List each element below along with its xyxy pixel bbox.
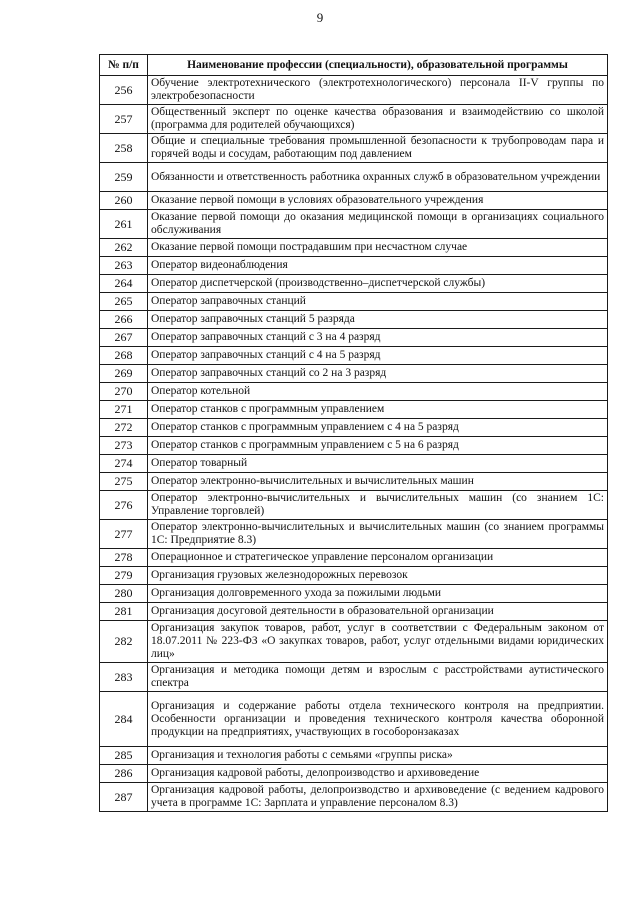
row-number-cell: 260 <box>100 192 148 210</box>
program-name-cell: Организация кадровой работы, делопроизводство и архивоведение <box>148 765 608 783</box>
table-header-row <box>100 55 608 76</box>
column-header-number: № п/п <box>100 55 148 76</box>
table-row <box>100 401 608 419</box>
row-number-cell: 277 <box>100 520 148 549</box>
row-number-cell: 270 <box>100 383 148 401</box>
table-row <box>100 567 608 585</box>
row-number-cell: 279 <box>100 567 148 585</box>
row-number-cell: 285 <box>100 747 148 765</box>
table-row <box>100 210 608 239</box>
table-row <box>100 419 608 437</box>
table-body <box>100 76 608 812</box>
program-name-cell: Организация грузовых железнодорожных перевозок <box>148 567 608 585</box>
program-name-cell: Оператор заправочных станций с 3 на 4 разряд <box>148 329 608 347</box>
table-row <box>100 163 608 192</box>
row-number-cell: 258 <box>100 134 148 163</box>
row-number-cell: 278 <box>100 549 148 567</box>
table-row <box>100 692 608 747</box>
program-name-cell: Оператор станков с программным управлением <box>148 401 608 419</box>
row-number-cell: 287 <box>100 783 148 812</box>
table-row <box>100 257 608 275</box>
program-name-cell: Операционное и стратегическое управление персоналом организации <box>148 549 608 567</box>
row-number-cell: 274 <box>100 455 148 473</box>
program-name-cell: Организация и содержание работы отдела технического контроля на предприятии. Особенности организации и проведения технического контроля качества оборонной продукции на предприятиях, участвующих в гособоронзаказах <box>148 692 608 747</box>
program-name-cell: Организация закупок товаров, работ, услуг в соответствии с Федеральным законом от 18.07.2011 № 223-ФЗ «О закупках товаров, работ, услуг отдельными видами юридических лиц» <box>148 621 608 663</box>
table-row <box>100 621 608 663</box>
row-number-cell: 256 <box>100 76 148 105</box>
table-row <box>100 437 608 455</box>
table-row <box>100 192 608 210</box>
program-name-cell: Оператор диспетчерской (производственно–диспетчерской службы) <box>148 275 608 293</box>
row-number-cell: 267 <box>100 329 148 347</box>
program-name-cell: Общественный эксперт по оценке качества образования и взаимодействию со школой (программа для родителей обучающихся) <box>148 105 608 134</box>
program-name-cell: Обязанности и ответственность работника охранных служб в образовательном учреждении <box>148 163 608 192</box>
table-row <box>100 603 608 621</box>
row-number-cell: 284 <box>100 692 148 747</box>
row-number-cell: 272 <box>100 419 148 437</box>
table-row <box>100 549 608 567</box>
program-name-cell: Оператор электронно-вычислительных и вычислительных машин <box>148 473 608 491</box>
table-row <box>100 329 608 347</box>
program-name-cell: Оператор заправочных станций с 4 на 5 разряд <box>148 347 608 365</box>
program-name-cell: Оператор заправочных станций со 2 на 3 разряд <box>148 365 608 383</box>
row-number-cell: 275 <box>100 473 148 491</box>
table-row <box>100 76 608 105</box>
program-name-cell: Оказание первой помощи до оказания медицинской помощи в организациях социального обслуживания <box>148 210 608 239</box>
row-number-cell: 261 <box>100 210 148 239</box>
table-row <box>100 473 608 491</box>
row-number-cell: 268 <box>100 347 148 365</box>
table-row <box>100 311 608 329</box>
row-number-cell: 257 <box>100 105 148 134</box>
table-row <box>100 520 608 549</box>
row-number-cell: 282 <box>100 621 148 663</box>
table-row <box>100 663 608 692</box>
row-number-cell: 262 <box>100 239 148 257</box>
program-name-cell: Оператор станков с программным управлением с 4 на 5 разряд <box>148 419 608 437</box>
row-number-cell: 273 <box>100 437 148 455</box>
page-number: 9 <box>316 10 324 25</box>
row-number-cell: 269 <box>100 365 148 383</box>
program-name-cell: Организация досуговой деятельности в образовательной организации <box>148 603 608 621</box>
professions-table <box>99 54 608 812</box>
program-name-cell: Общие и специальные требования промышленной безопасности к трубопроводам пара и горячей воды и сосудам, работающим под давлением <box>148 134 608 163</box>
program-name-cell: Оператор заправочных станций 5 разряда <box>148 311 608 329</box>
table-row <box>100 365 608 383</box>
table-row <box>100 275 608 293</box>
program-name-cell: Организация и методика помощи детям и взрослым с расстройствами аутистического спектра <box>148 663 608 692</box>
table-row <box>100 747 608 765</box>
table-row <box>100 134 608 163</box>
program-name-cell: Оператор видеонаблюдения <box>148 257 608 275</box>
row-number-cell: 266 <box>100 311 148 329</box>
program-name-cell: Оказание первой помощи в условиях образовательного учреждения <box>148 192 608 210</box>
table-row <box>100 783 608 812</box>
program-name-cell: Оператор станков с программным управлением с 5 на 6 разряд <box>148 437 608 455</box>
row-number-cell: 265 <box>100 293 148 311</box>
table-row <box>100 105 608 134</box>
row-number-cell: 286 <box>100 765 148 783</box>
program-name-cell: Организация долговременного ухода за пожилыми людьми <box>148 585 608 603</box>
program-name-cell: Оказание первой помощи пострадавшим при несчастном случае <box>148 239 608 257</box>
table-row <box>100 765 608 783</box>
row-number-cell: 271 <box>100 401 148 419</box>
program-name-cell: Оператор товарный <box>148 455 608 473</box>
table-row <box>100 455 608 473</box>
table-row <box>100 491 608 520</box>
program-name-cell: Организация и технология работы с семьями «группы риска» <box>148 747 608 765</box>
row-number-cell: 259 <box>100 163 148 192</box>
row-number-cell: 263 <box>100 257 148 275</box>
table-row <box>100 383 608 401</box>
table-row <box>100 239 608 257</box>
program-name-cell: Оператор электронно-вычислительных и вычислительных машин (со знанием программы 1С: Предприятие 8.3) <box>148 520 608 549</box>
row-number-cell: 280 <box>100 585 148 603</box>
program-name-cell: Организация кадровой работы, делопроизводство и архивоведение (с ведением кадрового учета в программе 1С: Зарплата и управление персоналом 8.3) <box>148 783 608 812</box>
row-number-cell: 281 <box>100 603 148 621</box>
table-row <box>100 585 608 603</box>
row-number-cell: 276 <box>100 491 148 520</box>
program-name-cell: Оператор заправочных станций <box>148 293 608 311</box>
program-name-cell: Обучение электротехнического (электротехнологического) персонала II-V группы по электробезопасности <box>148 76 608 105</box>
program-name-cell: Оператор котельной <box>148 383 608 401</box>
row-number-cell: 264 <box>100 275 148 293</box>
table-row <box>100 293 608 311</box>
table-row <box>100 347 608 365</box>
program-name-cell: Оператор электронно-вычислительных и вычислительных машин (со знанием 1С: Управление торговлей) <box>148 491 608 520</box>
column-header-name: Наименование профессии (специальности), образовательной программы <box>148 55 608 76</box>
row-number-cell: 283 <box>100 663 148 692</box>
